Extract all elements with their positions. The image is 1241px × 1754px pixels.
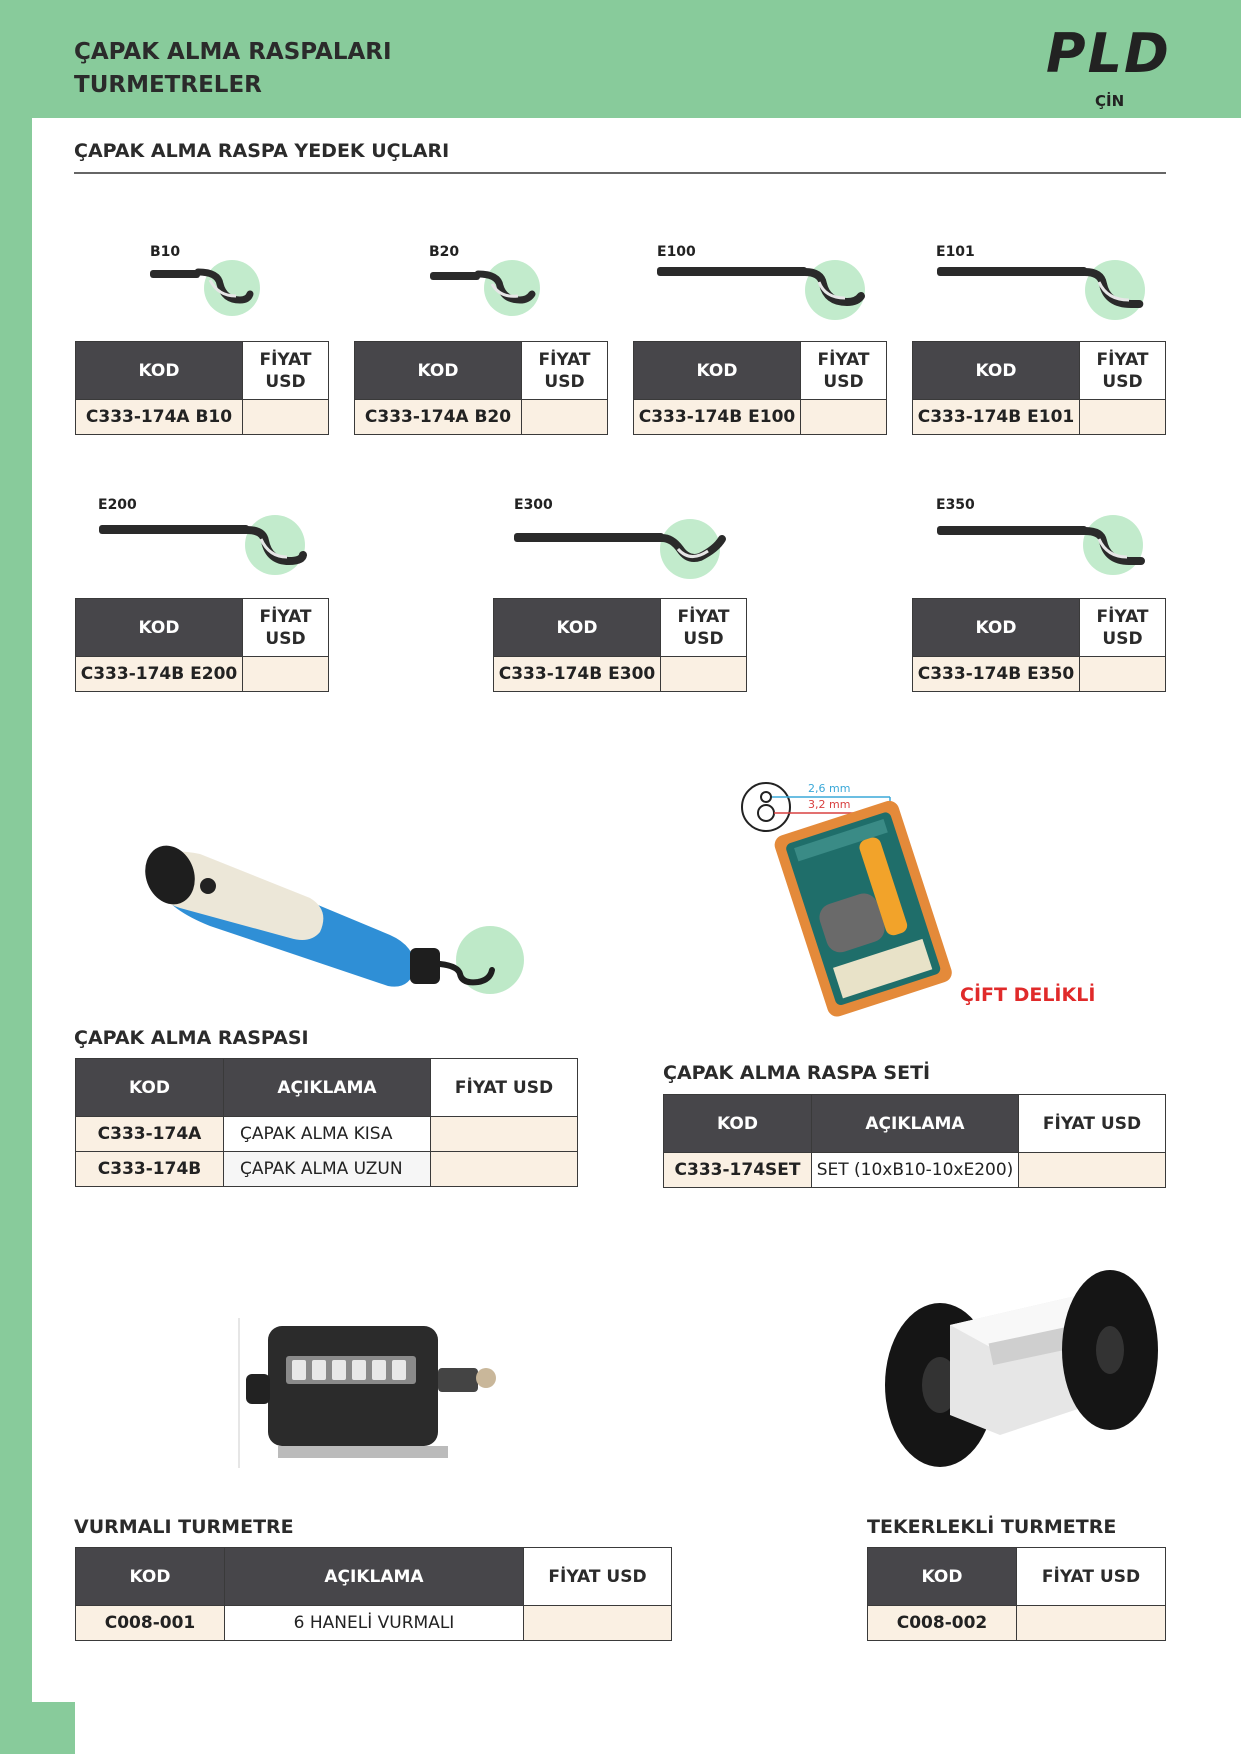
blade-image-b20 — [420, 250, 560, 320]
product-description: SET (10xB10-10xE200) — [812, 1153, 1019, 1188]
tekerlekli-table — [867, 1547, 1166, 1641]
blade-table-e350 — [912, 598, 1166, 692]
price-header: FİYAT USD — [1080, 342, 1166, 400]
blade-table-e300 — [493, 598, 747, 692]
aciklama-header: AÇIKLAMA — [225, 1548, 524, 1606]
kod-header: KOD — [913, 599, 1080, 657]
blade-label-e300: E300 — [514, 497, 553, 513]
price-cell — [243, 657, 329, 692]
dimension-label-2-6: 2,6 mm — [808, 782, 851, 795]
blade-table-e101 — [912, 341, 1166, 435]
kod-header: KOD — [868, 1548, 1017, 1606]
origin-label: ÇİN — [1095, 92, 1125, 110]
price-header: FİYAT USD — [1019, 1095, 1166, 1153]
wheel-counter-image — [880, 1265, 1160, 1475]
product-description: ÇAPAK ALMA UZUN — [224, 1152, 431, 1187]
blade-table-b10 — [75, 341, 329, 435]
blade-image-e200 — [97, 505, 317, 575]
vurmali-section-title: VURMALI TURMETRE — [74, 1516, 294, 1538]
product-code: C008-001 — [76, 1606, 225, 1641]
price-cell — [1080, 657, 1166, 692]
price-header: FİYAT USD — [524, 1548, 672, 1606]
raspa-table — [75, 1058, 578, 1187]
product-code: C333-174A B20 — [355, 400, 522, 435]
brand-logo: PLD — [1046, 22, 1171, 85]
price-cell — [1019, 1153, 1166, 1188]
price-header: FİYAT USD — [243, 599, 329, 657]
price-header: FİYAT USD — [522, 342, 608, 400]
blade-image-e101 — [935, 250, 1155, 320]
blade-label-b20: B20 — [429, 244, 460, 260]
product-code: C333-174B E200 — [76, 657, 243, 692]
blade-label-e100: E100 — [657, 244, 696, 260]
kod-header: KOD — [76, 1059, 224, 1117]
product-code: C333-174A — [76, 1117, 224, 1152]
price-cell — [431, 1152, 578, 1187]
price-cell — [1017, 1606, 1166, 1641]
product-code: C333-174B E350 — [913, 657, 1080, 692]
blade-table-b20 — [354, 341, 608, 435]
price-cell — [431, 1117, 578, 1152]
blade-image-e300 — [512, 505, 732, 580]
page-title — [74, 36, 392, 102]
product-description: ÇAPAK ALMA KISA — [224, 1117, 431, 1152]
aciklama-header: AÇIKLAMA — [812, 1095, 1019, 1153]
tekerlekli-section-title: TEKERLEKLİ TURMETRE — [867, 1516, 1117, 1538]
price-cell — [522, 400, 608, 435]
blade-label-b10: B10 — [150, 244, 181, 260]
product-code: C333-174B E101 — [913, 400, 1080, 435]
price-header: FİYAT USD — [243, 342, 329, 400]
blade-label-e200: E200 — [98, 497, 137, 513]
page-title-line1: ÇAPAK ALMA RASPALARI — [74, 39, 392, 65]
vurmali-table — [75, 1547, 672, 1641]
price-cell — [524, 1606, 672, 1641]
blade-label-e350: E350 — [936, 497, 975, 513]
blade-table-e200 — [75, 598, 329, 692]
raspa-set-table — [663, 1094, 1166, 1188]
price-cell — [801, 400, 887, 435]
product-description: 6 HANELİ VURMALI — [225, 1606, 524, 1641]
kod-header: KOD — [634, 342, 801, 400]
blade-table-e100 — [633, 341, 887, 435]
raspa-set-section-title: ÇAPAK ALMA RASPA SETİ — [663, 1062, 931, 1084]
cift-delikli-note: ÇİFT DELİKLİ — [960, 984, 1096, 1006]
kod-header: KOD — [664, 1095, 812, 1153]
raspa-set-image — [740, 775, 990, 1025]
price-cell — [243, 400, 329, 435]
footer-accent-block — [32, 1702, 75, 1754]
deburring-tool-image — [140, 840, 530, 1010]
page-title-line2: TURMETRELER — [74, 72, 262, 98]
price-header: FİYAT USD — [1080, 599, 1166, 657]
product-code: C333-174B E100 — [634, 400, 801, 435]
product-code: C333-174SET — [664, 1153, 812, 1188]
blade-label-e101: E101 — [936, 244, 975, 260]
price-header: FİYAT USD — [801, 342, 887, 400]
kod-header: KOD — [355, 342, 522, 400]
blades-section-title: ÇAPAK ALMA RASPA YEDEK UÇLARI — [74, 140, 450, 162]
kod-header: KOD — [76, 342, 243, 400]
kod-header: KOD — [76, 1548, 225, 1606]
price-header: FİYAT USD — [431, 1059, 578, 1117]
product-code: C333-174A B10 — [76, 400, 243, 435]
raspa-section-title: ÇAPAK ALMA RASPASI — [74, 1027, 309, 1049]
price-cell — [1080, 400, 1166, 435]
blade-image-e350 — [935, 505, 1155, 575]
blade-image-e100 — [655, 250, 875, 320]
section-divider — [74, 172, 1166, 174]
kod-header: KOD — [913, 342, 1080, 400]
blade-image-b10 — [140, 250, 280, 320]
price-cell — [661, 657, 747, 692]
product-code: C333-174B — [76, 1152, 224, 1187]
product-code: C008-002 — [868, 1606, 1017, 1641]
product-code: C333-174B E300 — [494, 657, 661, 692]
kod-header: KOD — [76, 599, 243, 657]
aciklama-header: AÇIKLAMA — [224, 1059, 431, 1117]
kod-header: KOD — [494, 599, 661, 657]
dimension-label-3-2: 3,2 mm — [808, 798, 851, 811]
price-header: FİYAT USD — [661, 599, 747, 657]
price-header: FİYAT USD — [1017, 1548, 1166, 1606]
left-accent-bar — [0, 118, 32, 1754]
hand-counter-image — [238, 1318, 508, 1468]
